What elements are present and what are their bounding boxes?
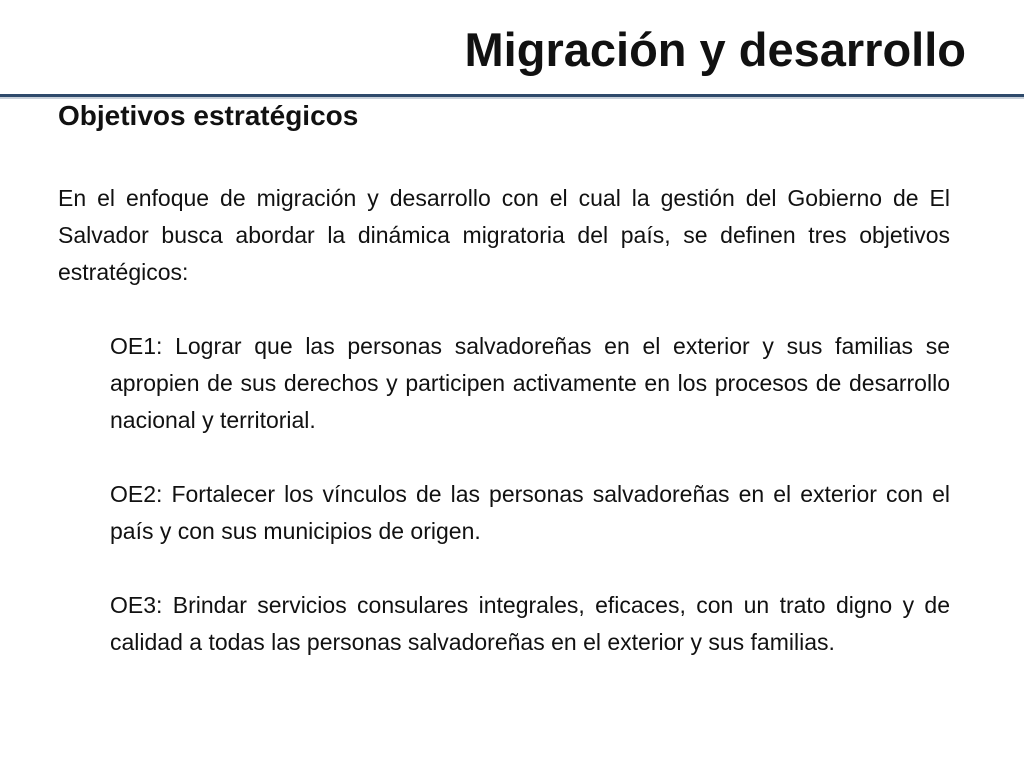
objective-item-oe2: OE2: Fortalecer los vínculos de las personas salvadoreñas en el exterior con el país y con sus municipios de origen. [110,481,950,544]
objective-item-oe3: OE3: Brindar servicios consulares integrales, eficaces, con un trato digno y de calidad a todas las personas salvadoreñas en el exterior y sus familias. [110,592,950,655]
intro-paragraph: En el enfoque de migración y desarrollo con el cual la gestión del Gobierno de El Salvador busca abordar la dinámica migratoria del país, se definen tres objetivos estratégicos: [58,185,950,285]
objectives-list [110,328,950,661]
slide-title: Migración y desarrollo [464,23,966,76]
objective-item-oe1: OE1: Lograr que las personas salvadoreñas en el exterior y sus familias se apropien de sus derechos y participen activamente en los procesos de desarrollo nacional y territorial. [110,333,950,433]
section-heading: Objetivos estratégicos [58,100,359,131]
slide-body [58,180,950,661]
title-divider-shadow [0,97,1024,99]
